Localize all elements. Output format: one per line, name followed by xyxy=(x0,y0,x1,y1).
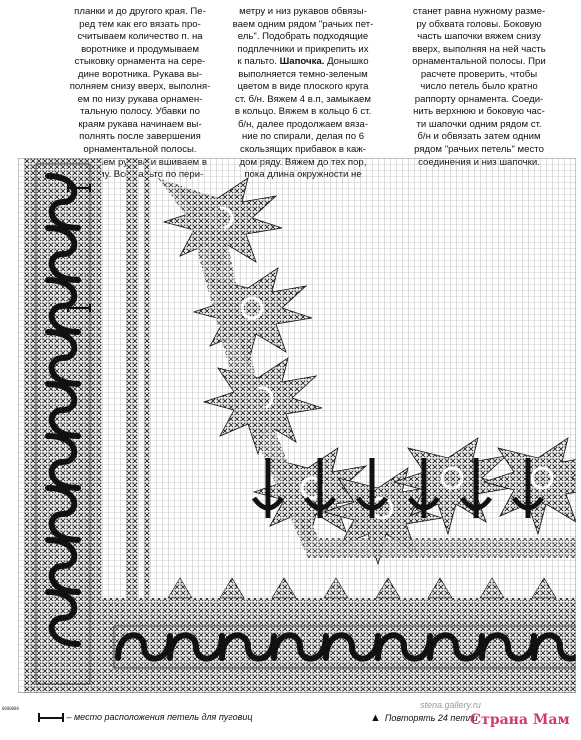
text-line: ем по низу рукава орнамен- xyxy=(77,93,203,105)
text-line: метру и низ рукавов обвязы- xyxy=(239,6,367,17)
repeat-arrow-icon: ▲ xyxy=(370,712,381,724)
text-line: тальную полосу. Убавки по xyxy=(80,106,200,118)
text-line: станет равна нужному разме- xyxy=(412,6,546,17)
text-fragment: Донышко xyxy=(324,56,369,68)
text-line: ние по спирали, делая по 6 xyxy=(241,131,365,143)
legend xyxy=(38,712,252,722)
text-line: скользящих прибавок в каж- xyxy=(240,144,366,156)
text-line: подплечники и прикрепить их xyxy=(237,43,369,55)
crochet-chart-grid xyxy=(18,158,576,693)
side-code: 0000000 xyxy=(2,706,19,711)
text-line: цветом в виде плоского круга xyxy=(237,81,369,93)
text-line: планки и до другого края. Пе- xyxy=(74,6,206,17)
watermark-site: stena.gallery.ru xyxy=(420,700,481,710)
text-line: расчете проверить, чтобы xyxy=(420,68,538,80)
text-line: в кольцо. Вяжем в кольцо 6 ст. xyxy=(234,106,372,118)
text-line: вверх, выполняя на ней часть xyxy=(412,43,546,55)
text-line: орнаментальной полосы. xyxy=(83,144,197,156)
text-line: краям рукава начинаем вы- xyxy=(78,118,202,130)
text-line: б/н и обвязать затем одним xyxy=(417,131,541,143)
text-line: число петель было кратно xyxy=(420,81,538,93)
text-line: ти шапочки одним рядом ст. xyxy=(416,118,542,130)
text-line: полнять после завершения xyxy=(79,131,201,143)
text-line: воротнике и продумываем xyxy=(81,43,199,55)
button-loop-marker-icon xyxy=(38,713,64,722)
section-heading: Шапочка. xyxy=(279,56,325,68)
text-column-2 xyxy=(232,6,374,182)
left-border-inner xyxy=(36,164,90,684)
text-line: выполняется темно-зеленым xyxy=(238,68,368,80)
inner-vertical-band xyxy=(126,158,138,628)
repeat-note xyxy=(370,712,478,724)
repeat-text: Повторять 24 петли xyxy=(384,713,478,723)
text-line: орнаментальной полосы. При xyxy=(412,56,546,68)
text-fragment: к пальто. xyxy=(237,56,277,68)
text-line: ель". Подобрать подходящие xyxy=(237,31,369,43)
text-column-1 xyxy=(64,6,216,182)
legend-text: – место расположения петель для пуговиц xyxy=(64,712,253,722)
text-line: ред тем как его вязать про- xyxy=(79,18,201,30)
text-line: ст. б/н. Вяжем 4 в.п, замыкаем xyxy=(235,93,371,105)
text-line: считываем количество п. на xyxy=(77,31,203,43)
text-line: стыковку орнамента на сере- xyxy=(74,56,206,68)
text-column-3 xyxy=(400,6,558,169)
text-line: раппорту орнамента. Соеди- xyxy=(414,93,544,105)
text-line: часть шапочки вяжем снизу xyxy=(417,31,541,43)
watermark-logo: Страна Мам xyxy=(470,712,570,728)
text-line xyxy=(232,56,374,69)
text-line: рядом "рачьих петель" место xyxy=(414,144,544,156)
text-line: дине воротника. Рукава вы- xyxy=(77,68,203,80)
text-line: нить верхнюю и боковую час- xyxy=(413,106,545,118)
text-line: б/н, далее продолжаем вяза- xyxy=(237,118,369,130)
text-line: ваем одним рядом "рачьих пет- xyxy=(232,18,374,30)
text-line: ру обхвата головы. Боковую xyxy=(416,18,542,30)
crochet-chart xyxy=(18,158,576,693)
inner-vertical-band-2 xyxy=(144,158,150,618)
text-line: полняем снизу вверх, выполня- xyxy=(69,81,211,93)
